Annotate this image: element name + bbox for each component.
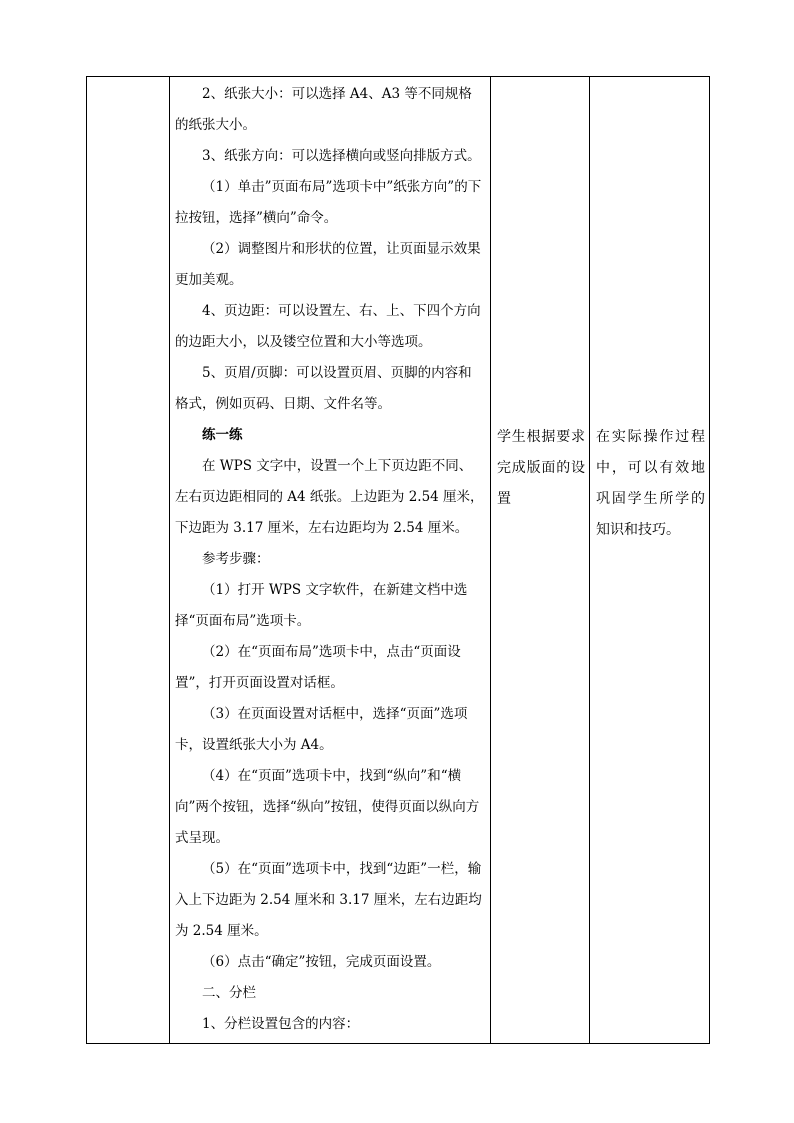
design-intent-text: 在实际操作过程中，可以有效地巩固学生所学的知识和技巧。	[596, 429, 705, 538]
content-paragraph: 参考步骤：	[202, 551, 270, 567]
lesson-plan-table	[86, 76, 710, 1044]
content-paragraph: 4、页边距：可以设置左、右、上、下四个方向的边距大小，以及镂空位置和大小等选项。	[175, 303, 481, 350]
student-activity-cell	[491, 77, 590, 1044]
table-row	[87, 77, 710, 1044]
content-paragraph: 5、页眉/页脚：可以设置页眉、页脚的内容和格式，例如页码、日期、文件名等。	[175, 365, 472, 412]
content-paragraph: （4）在“页面”选项卡中，找到“纵向”和“横向”两个按钮，选择“纵向”按钮，使得页面以纵向方式呈现。	[175, 768, 480, 846]
design-intent-cell	[590, 77, 710, 1044]
content-paragraph: （5）在“页面”选项卡中，找到“边距”一栏，输入上下边距为 2.54 厘米和 3.17 厘米，左右边距均为 2.54 厘米。	[175, 861, 482, 939]
content-paragraph: （2）在“页面布局”选项卡中，点击“页面设置”，打开页面设置对话框。	[175, 644, 461, 691]
content-paragraph: （1）打开 WPS 文字软件，在新建文档中选择“页面布局”选项卡。	[175, 582, 468, 629]
content-paragraph: 3、纸张方向：可以选择横向或竖向排版方式。	[202, 148, 481, 164]
student-activity-text: 学生根据要求完成版面的设置	[497, 429, 585, 507]
content-paragraph: 1、分栏设置包含的内容：	[202, 1016, 360, 1032]
content-paragraph: 2、纸张大小：可以选择 A4、A3 等不同规格的纸张大小。	[175, 86, 472, 133]
exercise-heading: 练一练	[202, 427, 243, 443]
content-paragraph: （3）在页面设置对话框中，选择“页面”选项卡，设置纸张大小为 A4。	[175, 706, 468, 753]
content-paragraph: （2）调整图片和形状的位置，让页面显示效果更加美观。	[175, 241, 481, 288]
teaching-content	[170, 77, 490, 1043]
content-paragraph: 二、分栏	[202, 985, 256, 1001]
content-cell	[170, 77, 491, 1044]
content-paragraph: 在 WPS 文字中，设置一个上下页边距不同、左右页边距相同的 A4 纸张。上边距为 2.54 厘米，下边距为 3.17 厘米，左右边距均为 2.54 厘米。	[175, 458, 484, 536]
section-cell	[87, 77, 170, 1044]
content-paragraph: （6）点击“确定”按钮，完成页面设置。	[202, 954, 441, 970]
content-paragraph: （1）单击”页面布局”选项卡中”纸张方向”的下拉按钮，选择”横向”命令。	[175, 179, 482, 226]
